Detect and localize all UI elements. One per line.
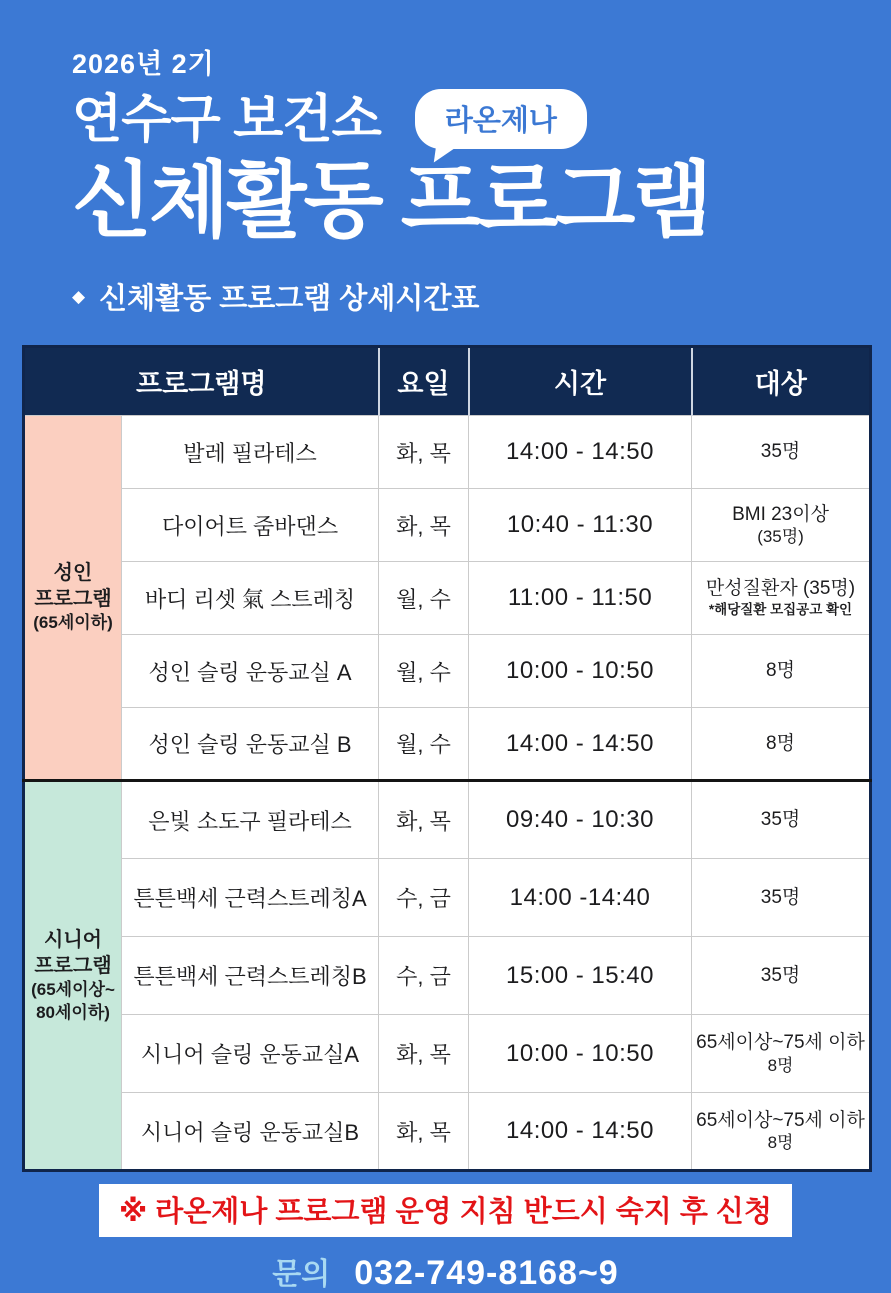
target-cell <box>692 635 871 708</box>
target-note: *해당질환 모집공고 확인 <box>708 601 853 617</box>
hero-section <box>0 0 891 317</box>
days-cell: 월, 수 <box>379 562 469 635</box>
notice-banner <box>99 1184 792 1237</box>
table-row <box>24 416 871 489</box>
target-main: 35명 <box>760 964 801 986</box>
org-row <box>72 93 891 149</box>
header-time: 시간 <box>469 347 692 416</box>
table-row <box>24 859 871 937</box>
adult-program-section <box>24 416 871 781</box>
header-program-name: 프로그램명 <box>24 347 379 416</box>
target-main: 만성질환자 (35명) <box>705 578 856 600</box>
time-cell: 10:40 - 11:30 <box>469 489 692 562</box>
days-cell: 수, 금 <box>379 859 469 937</box>
target-main: 65세이상~75세 이하 <box>696 1109 865 1131</box>
target-cell <box>692 1093 871 1171</box>
timetable-subtitle-label: 신체활동 프로그램 상세시간표 <box>99 283 480 315</box>
adult-group-label <box>24 416 122 781</box>
target-main: 65세이상~75세 이하 <box>696 1032 865 1053</box>
time-cell: 14:00 - 14:50 <box>469 1093 692 1171</box>
days-cell: 화, 목 <box>379 1093 469 1171</box>
program-name-cell: 시니어 슬링 운동교실A <box>122 1015 379 1093</box>
program-name-cell: 은빛 소도구 필라테스 <box>122 781 379 859</box>
org-title: 연수구 보건소 <box>72 91 381 149</box>
timetable-subtitle <box>72 276 891 317</box>
time-cell: 10:00 - 10:50 <box>469 1015 692 1093</box>
table-header <box>24 347 871 416</box>
program-name-cell: 튼튼백세 근력스트레칭B <box>122 937 379 1015</box>
group-label-line: 프로그램 <box>34 955 112 978</box>
target-cell <box>692 708 871 781</box>
group-label-line: (65세이하) <box>33 613 113 633</box>
program-name-cell: 바디 리셋 氣 스트레칭 <box>122 562 379 635</box>
target-cell <box>692 562 871 635</box>
program-name-cell: 성인 슬링 운동교실 A <box>122 635 379 708</box>
raonjena-badge-label: 라온제나 <box>444 105 557 137</box>
table-row <box>24 708 871 781</box>
senior-group-label <box>24 781 122 1171</box>
group-label-line: 성인 <box>53 562 93 585</box>
header-target: 대상 <box>692 347 871 416</box>
table-row <box>24 781 871 859</box>
days-cell: 월, 수 <box>379 708 469 781</box>
schedule-table <box>22 345 872 1172</box>
target-main: 35명 <box>760 809 801 831</box>
group-label-line: 80세이하) <box>36 1002 110 1022</box>
header-days: 요일 <box>379 347 469 416</box>
time-cell: 14:00 - 14:50 <box>469 708 692 781</box>
target-main: BMI 23이상 <box>732 503 829 525</box>
time-cell: 14:00 - 14:50 <box>469 416 692 489</box>
days-cell: 수, 금 <box>379 937 469 1015</box>
notice-text: ※ 라온제나 프로그램 운영 지침 반드시 숙지 후 신청 <box>119 1196 772 1228</box>
phone-number: 032-749-8168~9 <box>354 1254 619 1292</box>
days-cell: 화, 목 <box>379 416 469 489</box>
group-label-line: 시니어 <box>44 929 102 952</box>
time-cell: 09:40 - 10:30 <box>469 781 692 859</box>
term-label: 2026년 2기 <box>72 49 215 79</box>
diamond-icon: ◆ <box>72 286 86 306</box>
time-cell: 10:00 - 10:50 <box>469 635 692 708</box>
senior-program-section <box>24 781 871 1171</box>
target-cell <box>692 937 871 1015</box>
target-cell <box>692 489 871 562</box>
program-name-cell: 성인 슬링 운동교실 B <box>122 708 379 781</box>
contact-label: 문의 <box>272 1258 331 1291</box>
target-sub: 8명 <box>767 1133 794 1153</box>
time-cell: 15:00 - 15:40 <box>469 937 692 1015</box>
target-cell <box>692 859 871 937</box>
contact-row <box>0 1249 891 1293</box>
table-row <box>24 635 871 708</box>
table-row <box>24 1093 871 1171</box>
target-cell <box>692 1015 871 1093</box>
program-name-cell: 발레 필라테스 <box>122 416 379 489</box>
days-cell: 화, 목 <box>379 781 469 859</box>
table-row <box>24 562 871 635</box>
target-main: 35명 <box>760 886 801 908</box>
group-label-line: (65세이상~ <box>31 980 115 1000</box>
days-cell: 화, 목 <box>379 489 469 562</box>
table-row <box>24 1015 871 1093</box>
days-cell: 월, 수 <box>379 635 469 708</box>
raonjena-badge <box>415 89 587 149</box>
target-cell <box>692 781 871 859</box>
target-sub: 8명 <box>767 1055 794 1075</box>
target-main: 35명 <box>760 441 801 463</box>
program-name-cell: 다이어트 줌바댄스 <box>122 489 379 562</box>
target-main: 8명 <box>766 660 795 682</box>
page-title: 신체활동 프로그램 <box>72 154 710 247</box>
target-cell <box>692 416 871 489</box>
table-row <box>24 937 871 1015</box>
group-label-line: 프로그램 <box>34 588 112 611</box>
target-main: 8명 <box>766 732 795 754</box>
program-name-cell: 튼튼백세 근력스트레칭A <box>122 859 379 937</box>
time-cell: 11:00 - 11:50 <box>469 562 692 635</box>
program-name-cell: 시니어 슬링 운동교실B <box>122 1093 379 1171</box>
target-sub: (35명) <box>757 527 804 547</box>
days-cell: 화, 목 <box>379 1015 469 1093</box>
table-row <box>24 489 871 562</box>
time-cell: 14:00 -14:40 <box>469 859 692 937</box>
